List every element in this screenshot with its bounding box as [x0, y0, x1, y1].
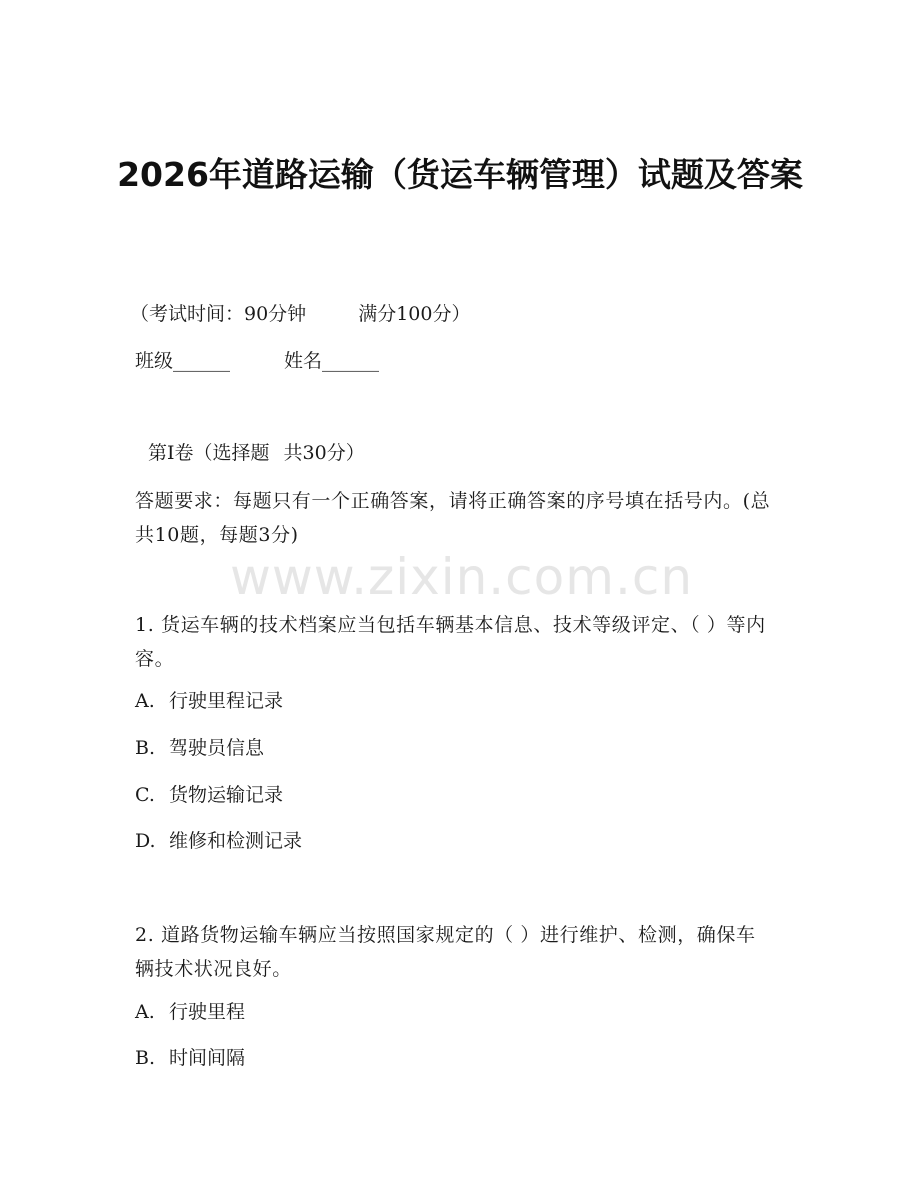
option-letter: B. — [135, 737, 156, 759]
option-text: 行驶里程 — [169, 1001, 246, 1023]
class-field: 班级______ — [135, 350, 231, 372]
question-2-option-a — [135, 999, 245, 1025]
question-1-stem: 1. 货运车辆的技术档案应当包括车辆基本信息、技术等级评定、（ ）等内容。 — [135, 614, 766, 670]
option-letter: A. — [135, 1001, 155, 1023]
student-fields — [135, 348, 379, 374]
option-text: 行驶里程记录 — [169, 690, 284, 712]
option-letter: C. — [135, 784, 155, 806]
section-part: 第Ⅰ卷（选择题 — [148, 442, 270, 464]
question-2-stem: 2. 道路货物运输车辆应当按照国家规定的（ ）进行维护、检测，确保车辆技术状况良好。 — [135, 924, 756, 980]
exam-time: （考试时间：90分钟 — [130, 303, 307, 325]
watermark: www.zixin.com.cn — [230, 548, 694, 606]
option-text: 时间间隔 — [169, 1047, 246, 1069]
option-text: 驾驶员信息 — [169, 737, 265, 759]
question-1-option-c — [135, 782, 283, 808]
exam-score: 满分100分） — [358, 303, 471, 325]
document-title: 2026年道路运输（货运车辆管理）试题及答案 — [117, 155, 803, 194]
exam-info — [130, 301, 470, 327]
section-total: 共30分） — [283, 442, 365, 464]
option-letter: D. — [135, 830, 156, 852]
name-field: 姓名______ — [284, 350, 380, 372]
option-letter: A. — [135, 690, 155, 712]
question-1-option-a — [135, 688, 283, 714]
section-heading — [148, 440, 365, 466]
question-1-option-d — [135, 828, 302, 854]
option-text: 货物运输记录 — [169, 784, 284, 806]
instructions: 答题要求：每题只有一个正确答案，请将正确答案的序号填在括号内。(总共10题，每题3分) — [135, 490, 771, 546]
question-2-option-b — [135, 1045, 245, 1071]
question-1-option-b — [135, 735, 264, 761]
option-letter: B. — [135, 1047, 156, 1069]
option-text: 维修和检测记录 — [169, 830, 303, 852]
